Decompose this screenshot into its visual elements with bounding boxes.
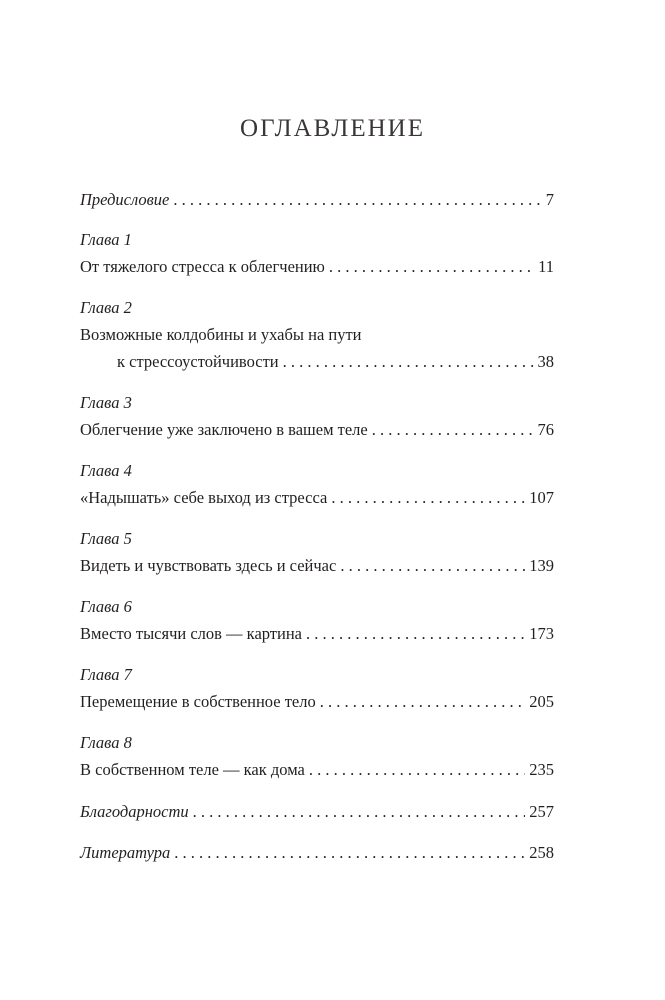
toc-entry-title: В собственном теле — как дома [80,760,305,779]
toc-entry-title: Вместо тысячи слов — картина [80,624,303,643]
dot-leader [340,552,525,579]
toc-entry-chapter-7[interactable] [80,662,554,715]
toc-page-number: 173 [529,624,554,643]
toc-entry-chapter-5[interactable] [80,526,554,579]
chapter-label: Глава 3 [80,393,132,412]
chapter-label: Глава 2 [80,298,132,317]
dot-leader [320,688,526,715]
toc-entry-title-line-2: к стрессоустойчивости [117,352,279,371]
dot-leader [306,620,525,647]
table-of-contents [80,186,554,880]
dot-leader [331,484,525,511]
chapter-label: Глава 5 [80,529,132,548]
chapter-label: Глава 8 [80,733,132,752]
toc-page-number: 76 [537,420,554,439]
dot-leader [174,839,525,866]
toc-page-number: 258 [529,843,554,862]
toc-entry-chapter-3[interactable] [80,390,554,443]
toc-page-number: 257 [529,802,554,821]
toc-page-number: 11 [538,257,554,276]
toc-entry-title: От тяжелого стресса к облегчению [80,257,325,276]
toc-entry-title: «Надышать» себе выход из стресса [80,488,328,507]
page-title: ОГЛАВЛЕНИЕ [240,115,425,142]
toc-entry-chapter-1[interactable] [80,227,554,280]
toc-entry-title: Предисловие [80,190,170,209]
toc-entry-title: Благодарности [80,802,189,821]
chapter-label: Глава 4 [80,461,132,480]
toc-entry-title: Перемещение в собственное тело [80,692,316,711]
toc-entry-title: Облегчение уже заключено в вашем теле [80,420,368,439]
toc-entry-chapter-2[interactable] [80,295,554,375]
toc-entry-chapter-4[interactable] [80,458,554,511]
dot-leader [173,186,541,213]
toc-entry-literature[interactable] [80,839,554,866]
dot-leader [329,253,534,280]
toc-entry-title: Видеть и чувствовать здесь и сейчас [80,556,337,575]
chapter-label: Глава 7 [80,665,132,684]
chapter-label: Глава 6 [80,597,132,616]
toc-entry-title-line-1: Возможные колдобины и ухабы на пути [80,325,362,344]
toc-page-number: 235 [529,760,554,779]
toc-page-number: 38 [537,352,554,371]
chapter-label: Глава 1 [80,230,132,249]
toc-page-number: 205 [529,692,554,711]
toc-entry-chapter-6[interactable] [80,594,554,647]
toc-entry-chapter-8[interactable] [80,730,554,783]
toc-entry-acknowledgements[interactable] [80,798,554,825]
dot-leader [372,416,534,443]
toc-page-number: 139 [529,556,554,575]
dot-leader [283,348,534,375]
toc-entry-title: Литература [80,843,171,862]
dot-leader [193,798,526,825]
toc-page-number: 7 [545,190,554,209]
toc-page-number: 107 [529,488,554,507]
dot-leader [309,756,525,783]
toc-entry-preface[interactable] [80,186,554,213]
